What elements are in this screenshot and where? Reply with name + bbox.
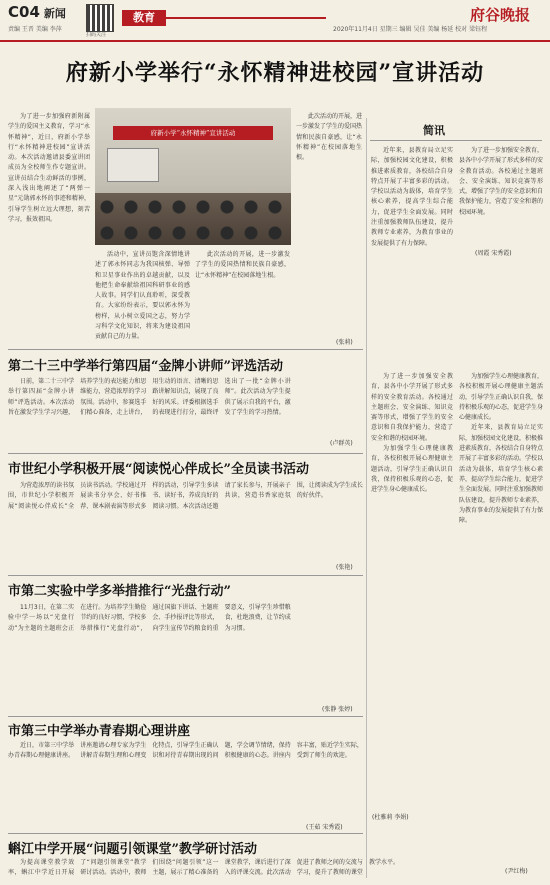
sidebar-col2: 为了进一步加强安全教育，县各中小学开展了形式多样的安全教育活动。各校通过主题班会、安全演练、知识竞赛等形式，增强了学生的安全意识和自我保护能力，营造了安全和谐的校园环境。 — [459, 147, 544, 216]
article5-body: 近日，市第三中学举办青春期心理健康讲座。讲座邀请心理专家为学生讲解青春期生理和心理变化特点，引导学生正确认识和对待青春期出现的问题，学会调节情绪，保持积极健康的心态。讲座内容丰富，贴近学生实际，受到了师生的欢迎。 — [8, 742, 363, 760]
article6-title: 蝌江中学开展“问题引领课堂”教学研讨活动 — [8, 842, 257, 857]
article1-col3: 此次活动的开展，进一步激发了学生的爱国热情和民族自豪感，让“永怀精神”在校园落地生根。 — [195, 251, 290, 279]
sidebar-signature-2: (杜雅莉 李娟) — [372, 814, 409, 821]
date-line: 2020年11月4日 星期三 编辑 吴佳 美编 杨延 校对 梁钰程 — [333, 26, 488, 33]
main-headline: 府新小学举行“永怀精神进校园”宣讲活动 — [65, 60, 485, 86]
qr-caption: 扫码关注 — [86, 32, 107, 38]
article2-body: 日前，第二十三中学举行第四届“金牌小讲师”评选活动。本次活动旨在激发学生学习兴趣，培养学生的表达能力和思维能力，营造浓厚的学习氛围。活动中，参赛选手们精心准备，走上讲台，用生动的语言、清晰的思路讲解知识点，展现了良好的风采。评委根据选手的表现进行打分，最终评选出了一批“金牌小讲师”。此次活动为学生提供了展示自我的平台，激发了学生的学习热情。 — [8, 378, 291, 416]
article4-signature: (张静 张婷) — [322, 706, 353, 713]
sidebar-col4: 为加强学生心理健康教育，各校积极开展心理健康主题活动，引导学生正确认识自我，保持积极乐观的心态，促进学生身心健康成长。 近年来，县教育局立足实际，加强校园文化建设，积极推进素质教育，各校结合自身特点开展了丰富多彩的活动。学校以活动为载体，培育学生核心素养，提高学生综合能力，促进学生全面发展。同时注重加强教师队伍建设，提升教师专业素养，为教育事业的发展提供了有力保障。 — [459, 373, 544, 525]
rule-6 — [8, 833, 363, 834]
sidebar-signature-1: (周霞 宋秀霞) — [475, 250, 512, 257]
brand-logo: 府谷晚报 — [470, 6, 531, 24]
article1-signature: (张莉) — [336, 339, 353, 346]
article6-body: 为提高课堂教学效率，蝌江中学近日开展了“问题引领课堂”教学研讨活动。活动中，教师们围绕“问题引领”这一主题，展示了精心准备的课堂教学，课后进行了深入的评课交流。此次活动促进了教师之间的交流与学习，提升了教师的课堂教学水平。 — [8, 859, 399, 877]
article3-signature: (张艳) — [336, 564, 353, 571]
article3-body: 为营造浓厚的读书氛围，市世纪小学积极开展“阅读悦心伴成长”全员读书活动。学校通过开展读书分享会、好书推荐、课本剧表演等形式多样的活动，引导学生多读书、读好书，养成良好的阅读习惯。本次活动还邀请了家长参与，开展亲子共读，营造书香家庭氛围，让阅读成为学生成长的好伙伴。 — [8, 482, 363, 510]
article5-signature: (王茹 宋秀霞) — [306, 824, 343, 831]
photo-screen — [107, 148, 159, 182]
rule-2 — [8, 349, 363, 350]
article1-col1: 为了进一步加强府新附属学生的爱国主义教育，学习“永怀精神”，近日，府新小学举行“永怀精神进校园”宣讲活动。本次活动邀请县委宣讲团成员为全校师生作专题宣讲。宣讲员结合生动鲜活的事例，深入浅出地阐述了“两弹一星”元勋郭永怀的事迹和精神，引导学生树立远大理想，刻苦学习，报效祖国。 — [8, 113, 90, 223]
sidebar-col1: 近年来，县教育局立足实际，加强校园文化建设，积极推进素质教育，各校结合自身特点开展了丰富多彩的活动。学校以活动为载体，培育学生核心素养，提高学生综合能力，促进学生全面发展。同时注重加强教师队伍建设，提升教师专业素养，为教育事业的发展提供了有力保障。 — [371, 147, 453, 247]
article4-title: 市第二实验中学多举措推行“光盘行动” — [8, 584, 231, 599]
article3-title: 市世纪小学积极开展“阅读悦心伴成长”全员读书活动 — [8, 462, 309, 477]
article1-photo — [95, 108, 291, 245]
sidebar-signature-3: (尹红梅) — [505, 868, 528, 875]
photo-audience — [95, 193, 291, 245]
rule-4 — [8, 575, 363, 576]
section-name: 新闻 — [43, 7, 66, 20]
article2-signature: (卢群英) — [330, 440, 353, 447]
sidebar-col3: 为了进一步加强安全教育，县各中小学开展了形式多样的安全教育活动。各校通过主题班会、安全演练、知识竞赛等形式，增强了学生的安全意识和自我保护能力，营造了安全和谐的校园环境。 为加强学生心理健康教育，各校积极开展心理健康主题活动，引导学生正确认识自我，保持积极乐观的心态，促进学生身心健康成长。 — [371, 373, 453, 494]
page-number: C04 新闻 — [8, 3, 66, 21]
rule-5 — [8, 716, 363, 717]
section-tag: 教育 — [122, 10, 166, 26]
editor-line: 责编 王晋 美编 李萍 — [8, 26, 62, 33]
sidebar-title: 简讯 — [423, 124, 445, 137]
tag-rule — [166, 17, 326, 19]
sidebar-rule — [370, 140, 542, 141]
column-divider — [366, 118, 367, 878]
article4-body: 11月3日，在第二实验中学一场以“光盘行动”为主题的主题班会正在进行。为培养学生勤俭节约的良好习惯，学校多举措推行“光盘行动”，通过国旗下讲话、主题班会、手抄报评比等形式，向学生宣传节约粮食的重要意义，引导学生珍惜粮食，杜绝浪费，让节约成为习惯。 — [8, 604, 291, 632]
qr-code-icon — [86, 4, 114, 32]
article1-col4: 此次活动的开展，进一步激发了学生的爱国热情和民族自豪感，让“永怀精神”在校园落地生根。 — [296, 113, 363, 162]
photo-banner: 府新小学“永怀精神”宣讲活动 — [113, 126, 273, 140]
rule-3 — [8, 453, 363, 454]
article1-col2: 活动中，宣讲员饱含深情地讲述了郭永怀同志为我国核弹、导弹和卫星事业作出的卓越贡献，以及他把生命奉献给祖国科研事业的感人故事。同学们认真聆听，深受教育。大家纷纷表示，要以郭永怀为榜样，从小树立爱国之志，努力学习科学文化知识，将来为建设祖国贡献自己的力量。 — [95, 251, 190, 341]
masthead — [0, 0, 550, 42]
article2-title: 第二十三中学举行第四届“金牌小讲师”评选活动 — [8, 359, 283, 374]
article5-title: 市第三中学举办青春期心理讲座 — [8, 724, 191, 739]
